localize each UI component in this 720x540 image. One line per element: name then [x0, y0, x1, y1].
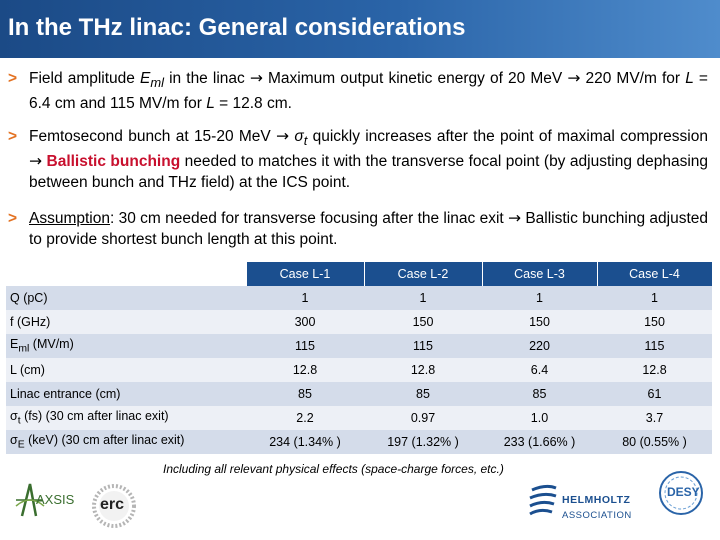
table-cell: 80 (0.55% ) — [597, 430, 712, 454]
arrow-icon: → — [249, 69, 263, 87]
row-label: Q (pC) — [6, 286, 246, 310]
table-cell: 300 — [246, 310, 364, 334]
table-cell: 85 — [482, 382, 597, 406]
table-cell: 12.8 — [246, 358, 364, 382]
table-header-case-l4: Case L-4 — [597, 262, 712, 286]
table-cell: 2.2 — [246, 406, 364, 430]
table-header-case-l1: Case L-1 — [246, 262, 364, 286]
table-cell: 233 (1.66% ) — [482, 430, 597, 454]
table-row — [6, 430, 712, 454]
table-row — [6, 286, 712, 310]
table-cell: 1 — [482, 286, 597, 310]
erc-logo-text: erc — [100, 496, 125, 513]
helmholtz-association-text: ASSOCIATION — [562, 510, 632, 521]
row-label: $\sigma_E$ (keV) (30 cm after linac exit) — [6, 430, 246, 454]
bullet-marker: > — [8, 128, 18, 145]
table-cell: 1 — [597, 286, 712, 310]
table-cell: 1 — [364, 286, 482, 310]
cases-table — [6, 262, 713, 454]
table-header-case-l3: Case L-3 — [482, 262, 597, 286]
axsis-logo-text: AXSIS — [36, 492, 75, 507]
arrow-icon: → — [276, 127, 290, 145]
table-cell: 85 — [246, 382, 364, 406]
title-bar — [0, 0, 720, 58]
bullet-text: Assumption: 30 cm needed for transverse focusing after the linac exit → Ballistic bunching adjusted to provide shortest bunch length at this point. — [29, 209, 709, 248]
helmholtz-logo-text: HELMHOLTZ — [562, 494, 631, 506]
table-cell: 115 — [246, 334, 364, 358]
bullet-assumption — [8, 208, 708, 250]
table-cell: 61 — [597, 382, 712, 406]
table-cell: 1 — [246, 286, 364, 310]
axsis-logo — [12, 476, 82, 526]
row-label: f (GHz) — [6, 310, 246, 334]
table-cell: 12.8 — [364, 358, 482, 382]
helmholtz-logo — [526, 482, 646, 530]
row-label: $E_{ml}$ (MV/m) — [6, 334, 246, 358]
table-cell: 12.8 — [597, 358, 712, 382]
desy-logo-text: DESY — [667, 485, 700, 499]
slide-title: In the THz linac: General considerations — [8, 14, 466, 41]
table-header-case-l2: Case L-2 — [364, 262, 482, 286]
table-cell: 150 — [482, 310, 597, 334]
table-row — [6, 310, 712, 334]
desy-logo — [658, 470, 704, 516]
arrow-icon: → — [567, 69, 581, 87]
table-cell: 3.7 — [597, 406, 712, 430]
table-row — [6, 406, 712, 430]
ballistic-bunching-highlight: Ballistic bunching — [46, 153, 181, 171]
table-header-row — [6, 262, 712, 286]
bullet-text: Femtosecond bunch at 15-20 MeV → $\sigma_t$ quickly increases after the point of maximal compression → Ballistic bunching needed to matches it with the transverse focal point (by adjusting dephasing between bunch and THz field) at the ICS point. — [29, 127, 709, 192]
bullet-marker: > — [8, 70, 18, 87]
table-row — [6, 334, 712, 358]
table-cell: 115 — [364, 334, 482, 358]
bullet-text: Field amplitude $E_{ml}$ in the linac → Maximum output kinetic energy of 20 MeV → 220 MV/m for L = 6.4 cm and 115 MV/m for L = 12.8 cm. — [29, 69, 708, 113]
table-cell: 150 — [364, 310, 482, 334]
footnote: Including all relevant physical effects (space-charge forces, etc.) — [163, 462, 504, 476]
table-cell: 234 (1.34% ) — [246, 430, 364, 454]
table-cell: 6.4 — [482, 358, 597, 382]
table-row — [6, 358, 712, 382]
table-cell: 0.97 — [364, 406, 482, 430]
row-label: $\sigma_t$ (fs) (30 cm after linac exit) — [6, 406, 246, 430]
table-cell: 1.0 — [482, 406, 597, 430]
row-label: Linac entrance (cm) — [6, 382, 246, 406]
table-header-blank — [6, 262, 246, 286]
erc-logo — [92, 484, 136, 528]
table-row — [6, 382, 712, 406]
bullet-marker: > — [8, 210, 18, 227]
table-cell: 115 — [597, 334, 712, 358]
table-cell: 197 (1.32% ) — [364, 430, 482, 454]
arrow-icon: → — [508, 209, 522, 227]
bullet-femtosecond-bunch — [8, 126, 708, 193]
row-label: L (cm) — [6, 358, 246, 382]
arrow-icon: → — [29, 152, 42, 171]
table-cell: 150 — [597, 310, 712, 334]
table-cell: 85 — [364, 382, 482, 406]
table-cell: 220 — [482, 334, 597, 358]
helmholtz-icon — [526, 482, 562, 526]
bullet-field-amplitude — [8, 68, 708, 114]
